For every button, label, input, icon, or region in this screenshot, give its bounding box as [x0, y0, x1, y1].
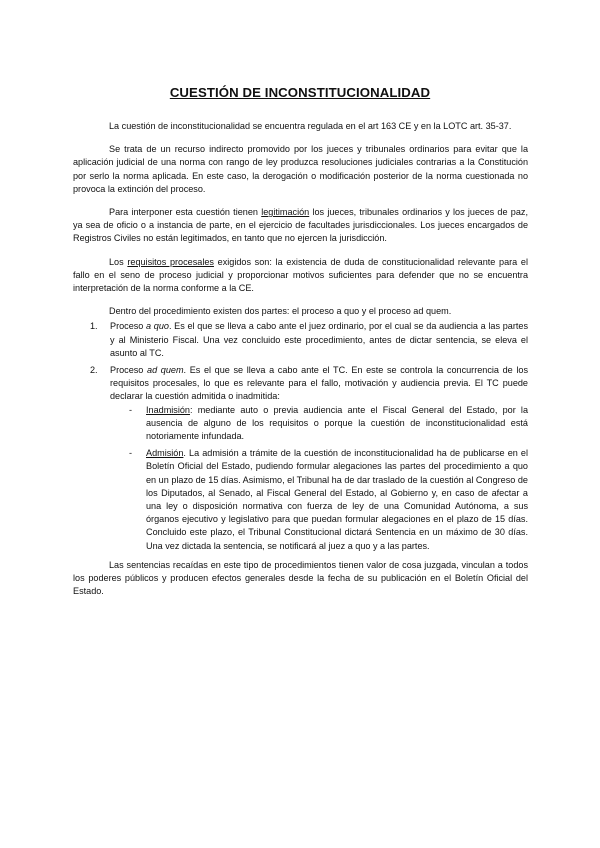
paragraph-legitimation [73, 206, 528, 246]
decision-text: : mediante auto o previa audiencia ante el Fiscal General del Estado, por la ausencia de alguno de los requisitos o porque la cuestión de inconstitucionalidad está notoriamente infundada. [146, 404, 528, 442]
process-item-ad-quem [73, 364, 528, 553]
paragraph-requirements [73, 256, 528, 296]
decision-term: Admisión [146, 448, 184, 459]
dash-bullet: - [129, 404, 133, 415]
process-number: 2. [90, 365, 98, 376]
decision-item-inadmision [110, 404, 528, 444]
process-text: . Es el que se lleva a cabo ante el juez ordinario, por el cual se da audiencia a las partes y al Ministerio Fiscal. Una vez concluido este procedimiento, antes de dictar sentencia, se eleva el asunto al TC. [110, 321, 528, 358]
process-label: Proceso [110, 321, 147, 332]
process-item-a-quo [73, 320, 528, 360]
decision-text: . La admisión a trámite de la cuestión de inconstitucionalidad ha de publicarse en el Boletín Oficial del Estado, pudiendo formular alegaciones las partes del procedimiento a quo en un plazo de 15 días. Asimismo, el Tribunal ha de dar traslado de la cuestión al Congreso de los Diputados, al Senado, al Fiscal General del Estado, al Gobierno y, en caso de afectar a una ley o disposición normativa con fuerza de ley de una Comunidad Autónoma, a sus órganos ejecutivo y legislativo para que puedan formular alegaciones en el plazo de 15 días. Concluido este plazo, el Tribunal Constitucional dictará Sentencia en un máximo de 30 días. Una vez dictada la sentencia, se notificará al juez a quo y a las partes. [146, 448, 528, 551]
requirements-before: Los [109, 256, 128, 267]
legitimation-before: Para interponer esta cuestión tienen [109, 207, 262, 218]
paragraph-parts: Dentro del procedimiento existen dos partes: el proceso a quo y el proceso ad quem. [109, 306, 452, 317]
requirements-term: requisitos procesales [127, 256, 214, 267]
process-term: a quo [146, 321, 169, 332]
decision-list [110, 404, 528, 553]
paragraph-sentences: Las sentencias recaídas en este tipo de procedimientos tienen valor de cosa juzgada, vinculan a todos los poderes públicos y producen efectos generales desde la fecha de su publicación en el Boletín Oficial del Estado. [73, 559, 528, 597]
paragraph-regulation: La cuestión de inconstitucionalidad se encuentra regulada en el art 163 CE y en la LOTC art. 35-37. [109, 121, 512, 131]
process-text: . Es el que se lleva a cabo ante el TC. En este se controla la concurrencia de los requisitos procesales, lo que es relevante para el fallo, motivación y audiencia previa. El TC puede declarar la cuestión admitida o inadmitida: [110, 365, 529, 402]
legitimation-term: legitimación [261, 207, 310, 218]
decision-item-admision [110, 447, 528, 553]
process-number: 1. [90, 321, 98, 332]
legitimation-after: los jueces, tribunales ordinarios y los jueces de paz, ya sea de oficio o a instancia de parte, en el ejercicio de facultades jurisdiccionales. Los jueces encargados de Registros Civiles no están legitimados, en tanto que no ejercen la jurisdicción. [73, 207, 528, 244]
paragraph-definition: Se trata de un recurso indirecto promovido por los jueces y tribunales ordinarios para evitar que la aplicación judicial de una norma con rango de ley produzca resoluciones judiciales contrarias a la Constitución por serlo la norma aplicada. En este caso, la derogación o modificación posterior de la norma cuestionada no provoca la extinción del proceso. [73, 144, 528, 194]
requirements-after: exigidos son: la existencia de duda de constitucionalidad relevante para el fallo en el seno de proceso judicial y proporcionar motivos suficientes para defender que no se encuentra interpretación de la norma conforme a la CE. [73, 256, 528, 294]
document-title: CUESTIÓN DE INCONSTITUCIONALIDAD [169, 85, 431, 100]
decision-term: Inadmisión [146, 404, 190, 415]
process-term: ad quem [147, 365, 184, 376]
document-body [73, 120, 528, 609]
process-list [73, 320, 528, 552]
dash-bullet: - [129, 448, 133, 459]
process-label: Proceso [110, 365, 148, 376]
